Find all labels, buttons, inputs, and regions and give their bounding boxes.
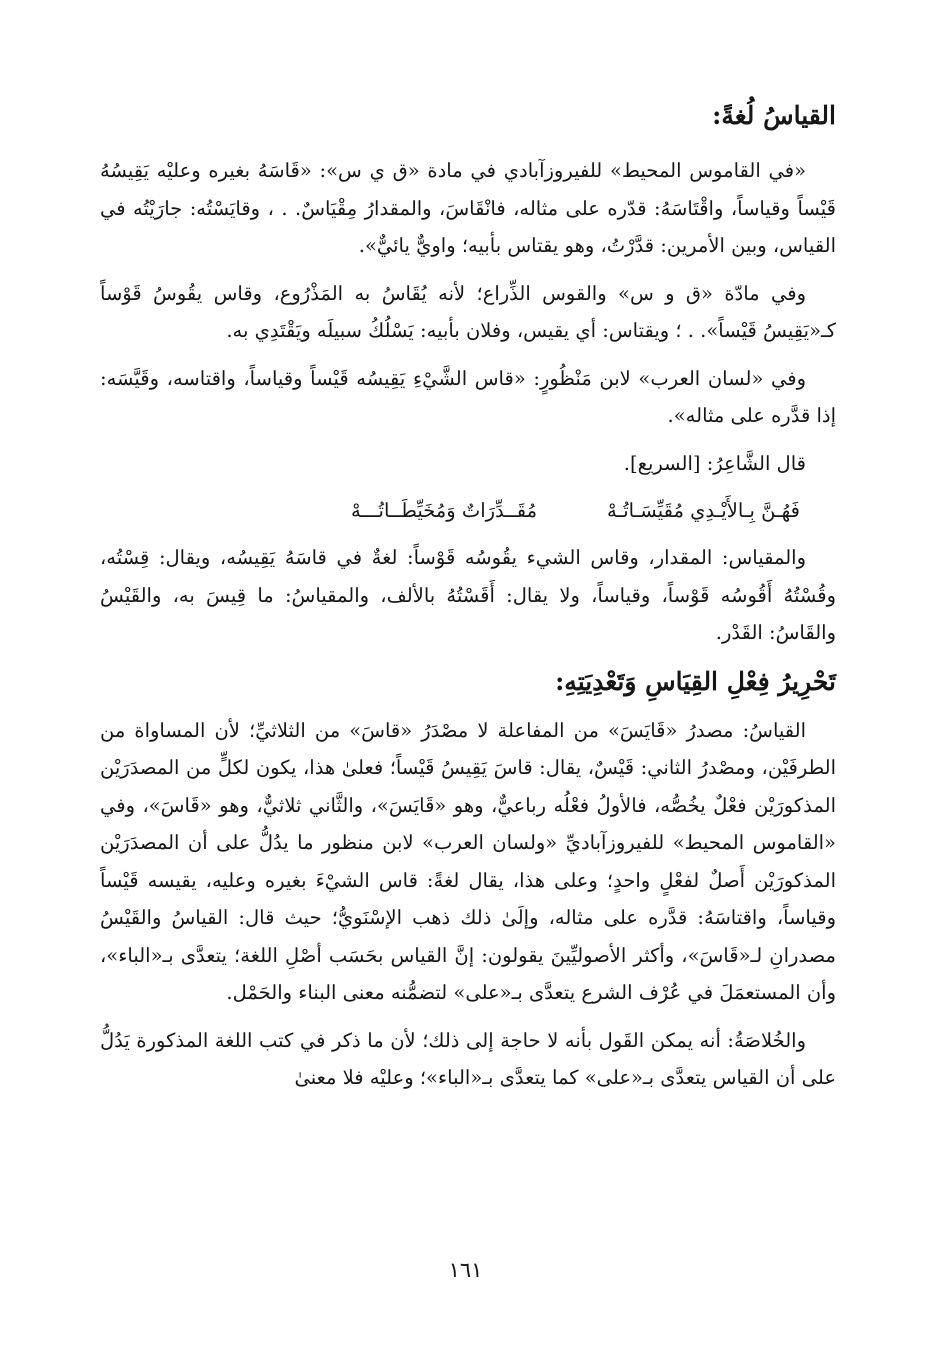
verse-first-hemistich: فَهُـنَّ بِـالأَيْـدِي مُقَيِّسَـاتُـهْ: [607, 499, 800, 522]
verse-second-hemistich: مُقَــدِّرَاتٌ وَمُخَيِّطَــاتُـــهْ: [350, 499, 538, 522]
paragraph-khulasa: والخُلاصَةُ: أنه يمكن القَول بأنه لا حاجة إلى ذلك؛ لأن ما ذكر في كتب اللغة المذكورة يَدُلُّ على أن القياس يتعدَّى بـ«على» كما يتعدَّى بـ«الباء»؛ وعليْه فلا معنىٰ: [100, 1028, 836, 1089]
paragraph-masdar: القياسُ: مصدرُ «قَايَسَ» من المفاعلة لا مصْدَرُ «قاسَ» من الثلاثيِّ؛ لأن المساواة من الطرفَيْن، ومصْدرُ الثاني: قَيْسٌ، يقال: قاسَ يَقِيسُ قَيْساً؛ فعلىٰ هذا، يكون لكلٍّ من المصدَرَيْن المذكورَيْن فعْلٌ يخُصُّه، فالأولُ فعْلُه رباعيٌّ، وهو «قَايَسَ»، والثَّاني ثلاثيٌّ، وهو «قَاسَ»، وفي «القاموس المحيط» للفيروزآباديِّ «ولسان العرب» لابن منظور ما يدُلُّ على أن المصدَرَيْن المذكورَيْن أَصلٌ لفعْلٍ واحدٍ؛ وعلى هذا، يقال لغةً: قاس الشيْءَ بغيره وعليه، يقيسه قَيْساً وقياساً، واقتاسَهُ: قدَّره على مثاله، وإلَىٰ ذلك ذهب الإسْنَويُّ؛ حيث قال: القياسُ والقَيْسُ مصدرانِ لـ«قَاسَ»، وأكثر الأصوليِّينَ يقولون: إنَّ القياس بحَسَب أصْلِ اللغة؛ يتعدَّى بـ«الباء»، وأن المستعمَلَ في عُرْف الشرع يتعدَّى بـ«على» لتضمُّنه معنى البناء والحَمْل.: [100, 718, 836, 1004]
paragraph-qamus: «في القاموس المحيط» للفيروزآبادي في مادة «ق ي س»: «قَاسَهُ بغيره وعليْه يَقِيسُهُ قَيْساً وقياساً، واقْتَاسَهُ: قدّره على مثاله، فانْقَاسَ، والمقدارُ مِقْيَاسٌ. . ، وقايَسْتُه: جارَيْتُه في القياس، وبين الأمرين: قدَّرْتُ، وهو يقتاس بأبيه؛ واويٌّ يائيٌّ».: [100, 159, 836, 257]
paragraph-lisan: وفي «لسان العرب» لابن مَنْظُورٍ: «قاس الشَّيْءِ يَقِيسُه قَيْساً وقياساً، واقتاسه، وقَيَّسَه: إذا قدَّره على مثاله».: [100, 366, 836, 427]
page-number: ١٦١: [448, 1258, 483, 1282]
book-page: [100, 60, 836, 1340]
section-heading-tahrir: تَحْرِيرُ فِعْلِ القِيَاسِ وَتَعْدِيَتِهِ:: [555, 666, 836, 696]
paragraph-miqyas: والمقياس: المقدار، وقاس الشيء يقُوسُه قَوْساً: لغةٌ في قاسَهُ يَقِيسُه، ويقال: قِسْتُه، وقُسْتُهُ أَقُوسُه قَوْساً، وقياساً، ولا يقال: أَقَسْتُهُ بالألف، والمقياسُ: ما قِيسَ به، والقَيْسُ والقَاسُ: القَدْر.: [100, 546, 836, 644]
poetry-verse: [100, 492, 800, 529]
paragraph-qaws: وفي مادّة «ق و س» والقوس الذِّراع؛ لأنه يُقَاسُ به المَذْرُوع، وقاس يقُوسُ قَوْساً كـ«يَقِيسُ قَيْساً». . ؛ ويقتاس: أي يقيس، وفلان بأبيه: يَسْلُكُ سبيلَه ويَقْتَدِي به.: [100, 281, 836, 342]
section-heading-qiyas-lughatan: القياسُ لُغةً:: [712, 101, 836, 130]
paragraph-poet-intro: قال الشَّاعِرُ: [السريع].: [623, 451, 806, 475]
